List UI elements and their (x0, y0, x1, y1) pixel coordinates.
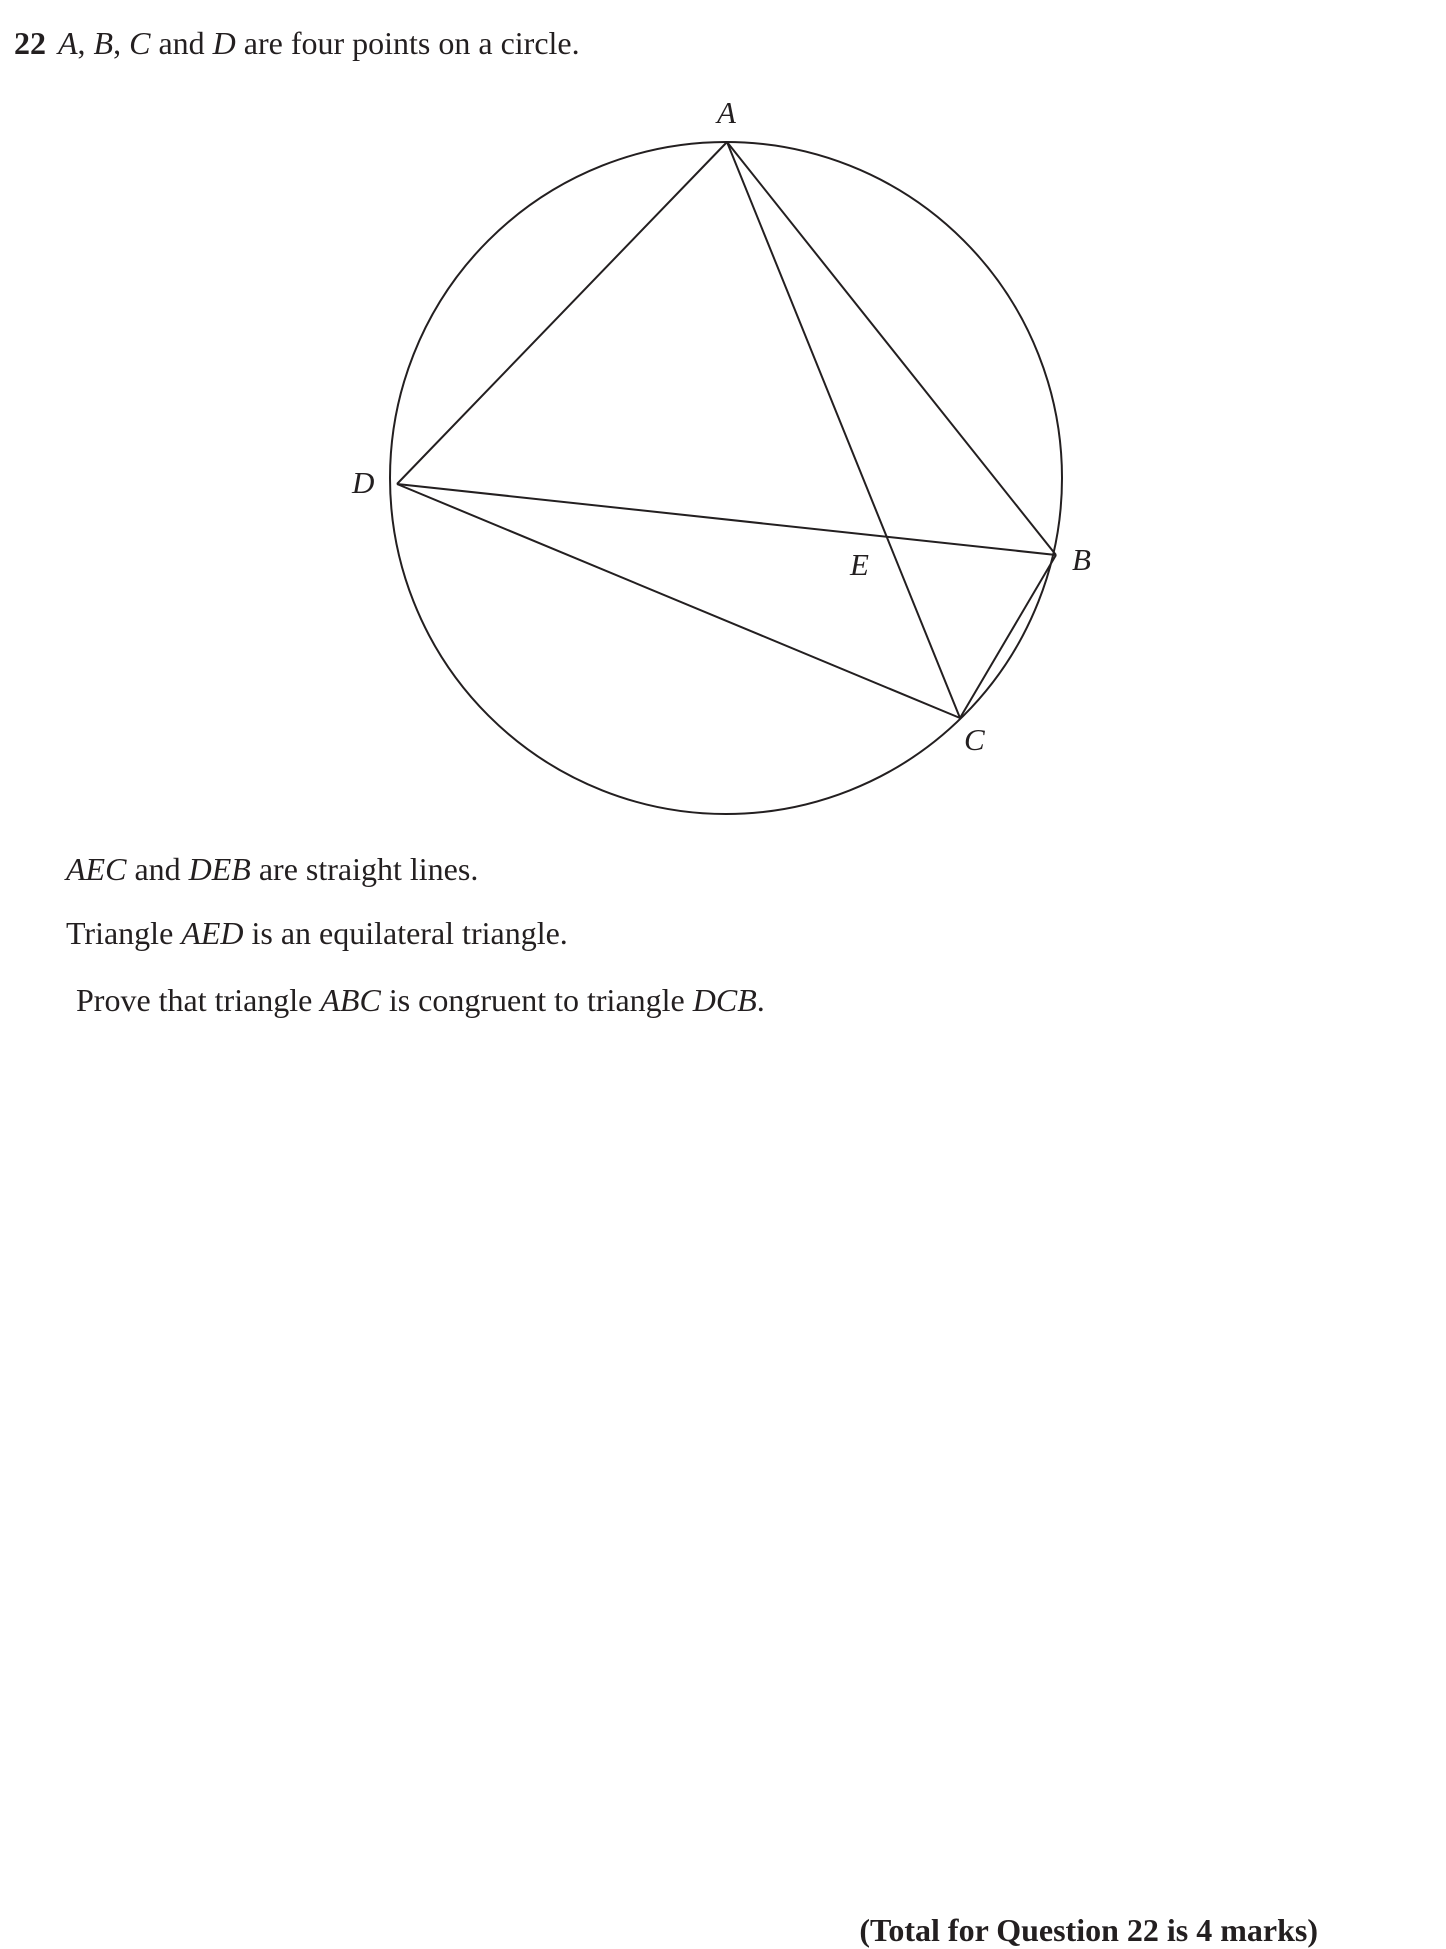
circle-diagram (0, 0, 1446, 830)
point-d-ref: D (212, 25, 236, 61)
label-a: A (717, 95, 736, 130)
intro-text: are four points on a circle. (235, 25, 580, 61)
term-deb: DEB (188, 851, 251, 887)
statement-prove (76, 981, 765, 1019)
point-c-ref: C (129, 25, 151, 61)
question-number: 22 (14, 25, 46, 61)
statement-text: is an equilateral triangle. (243, 915, 568, 951)
total-marks: (Total for Question 22 is 4 marks) (859, 1912, 1318, 1948)
statement-text: are straight lines. (250, 851, 479, 887)
label-c: C (964, 722, 985, 757)
circle (390, 142, 1062, 814)
statement-text: Prove that triangle (76, 982, 321, 1018)
term-aec: AEC (66, 851, 127, 887)
point-a-ref: A (58, 25, 78, 61)
point-b-ref: B (93, 25, 114, 61)
label-d: D (352, 465, 375, 500)
label-e: E (850, 547, 869, 582)
statement-text: Triangle (66, 915, 182, 951)
term-dcb: DCB (692, 982, 757, 1018)
segment-ab (727, 142, 1056, 555)
term-abc: ABC (320, 982, 381, 1018)
separator: and (150, 25, 213, 61)
statement-text: . (756, 982, 765, 1018)
label-b: B (1072, 542, 1091, 577)
statement-equilateral (66, 914, 568, 952)
statement-straight-lines (66, 850, 478, 888)
statement-text: is congruent to triangle (380, 982, 693, 1018)
term-aed: AED (181, 915, 244, 951)
segment-db (397, 484, 1056, 555)
segment-bc (960, 555, 1056, 718)
separator: , (77, 25, 94, 61)
segment-dc (397, 484, 960, 718)
separator: , (113, 25, 130, 61)
segment-ac (727, 142, 960, 718)
segment-ad (397, 142, 727, 484)
statement-text: and (126, 851, 189, 887)
